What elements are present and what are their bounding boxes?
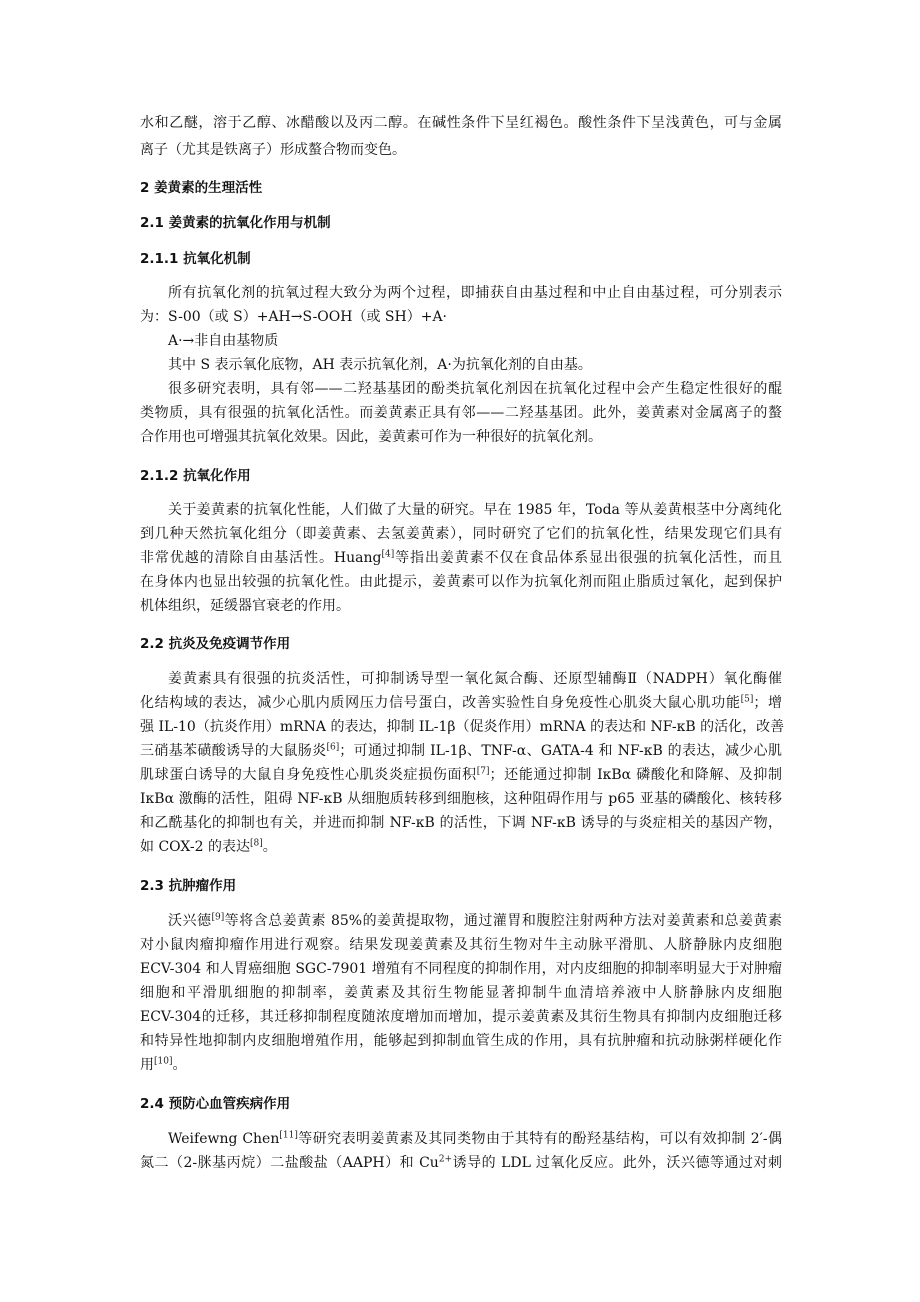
paragraph-antioxidant-line-1: 关于姜黄素的抗氧化性能，人们做了大量的研究。早在 1985 年，Toda 等从姜黄根茎中分离纯化 bbox=[168, 502, 782, 518]
paragraph-mechanism-line-3: A·→非自由基物质 bbox=[168, 333, 279, 349]
copper-ion-charge: 2+ bbox=[438, 1154, 453, 1165]
paragraph-inflammation-line-6: IκBα 激酶的活性，阻碍 NF-κB 从细胞质转移到细胞核，这种阻碍作用与 p65 亚基的磷酸化、核转移 bbox=[140, 791, 782, 807]
paragraph-tumor-line-2: 对小鼠肉瘤抑瘤作用进行观察。结果发现姜黄素及其衍生物对牛主动脉平滑肌、人脐静脉内皮细胞 bbox=[140, 937, 782, 953]
paragraph-antioxidant-line-2: 到几种天然抗氧化组分（即姜黄素、去氢姜黄素），同时研究了它们的抗氧化性，结果发现它们具有 bbox=[140, 526, 782, 542]
citation-10: [10] bbox=[154, 1056, 173, 1067]
citation-11: [11] bbox=[279, 1130, 298, 1141]
paragraph-inflammation-line-2: 化结构域的表达，减少心肌内质网压力信号蛋白，改善实验性自身免疫性心肌炎大鼠心肌功能[5]；增 bbox=[140, 694, 783, 711]
paragraph-cardio-line-1: Weifewng Chen[11]等研究表明姜黄素及其同类物由于其特有的酚羟基结构，可以有效抑制 2′-偶 bbox=[168, 1130, 782, 1147]
paragraph-tumor-line-7: 用[10]。 bbox=[140, 1056, 187, 1073]
paragraph-mechanism2-line-2: 类物质，具有很强的抗氧化活性。而姜黄素正具有邻——二羟基基团。此外，姜黄素对金属离子的螯 bbox=[140, 405, 782, 421]
paragraph-inflammation-line-5: 肌球蛋白诱导的大鼠自身免疫性心肌炎炎症损伤面积[7]；还能通过抑制 IκBα 磷酸化和降解、及抑制 bbox=[140, 766, 783, 783]
paragraph-mechanism2-line-3: 合作用也可增强其抗氧化效果。因此，姜黄素可作为一种很好的抗氧化剂。 bbox=[140, 429, 602, 445]
paragraph-inflammation-line-3: 强 IL-10（抗炎作用）mRNA 的表达，抑制 IL-1β（促炎作用）mRNA 的表达和 NF-κB 的活化，改善 bbox=[140, 719, 785, 735]
paragraph-inflammation-line-4: 三硝基苯磺酸诱导的大鼠肠炎[6]；可通过抑制 IL-1β、TNF-α、GATA-4 和 NF-κB 的表达，减少心肌 bbox=[140, 742, 783, 759]
paragraph-tumor-line-4: 细胞和平滑肌细胞的抑制率，姜黄素及其衍生物能显著抑制牛血清培养液中人脐静脉内皮细胞 bbox=[140, 985, 782, 1001]
section-heading-2-1: 2.1 姜黄素的抗氧化作用与机制 bbox=[140, 215, 331, 231]
section-heading-2-3: 2.3 抗肿瘤作用 bbox=[140, 878, 237, 894]
paragraph-antioxidant-line-3: 非常优越的清除自由基活性。Huang[4]等指出姜黄素不仅在食品体系显出很强的抗氧化活性，而且 bbox=[140, 549, 782, 566]
paragraph-mechanism-line-2: 为：S-00（或 S）+AH→S-OOH（或 SH）+A· bbox=[140, 309, 448, 325]
paragraph-inflammation-line-7: 和乙酰基化的抑制也有关，并进而抑制 NF-κB 的活性，下调 NF-κB 诱导的与炎症相关的基因产物， bbox=[140, 815, 782, 831]
section-heading-2-1-2: 2.1.2 抗氧化作用 bbox=[140, 468, 251, 484]
paragraph-antioxidant-line-5: 机体组织，延缓器官衰老的作用。 bbox=[140, 598, 350, 614]
citation-7: [7] bbox=[476, 766, 490, 777]
paragraph-tumor-line-5: ECV-304的迁移，其迁移抑制程度随浓度增加而增加，提示姜黄素及其衍生物具有抑制内皮细胞迁移 bbox=[140, 1009, 782, 1025]
paragraph-cardio-line-2: 氮二（2-脒基丙烷）二盐酸盐（AAPH）和 $Cu^{2+}$诱导的 LDL 过氧化反应。此外，沃兴德等通过对刺 bbox=[140, 1154, 783, 1171]
paragraph-tumor-line-1: 沃兴德[9]等将含总姜黄素 85%的姜黄提取物，通过灌胃和腹腔注射两种方法对姜黄素和总姜黄素 bbox=[168, 912, 783, 929]
paragraph-tumor-line-3: ECV-304 和人胃癌细胞 SGC-7901 增殖有不同程度的抑制作用，对内皮细胞的抑制率明显大于对肿瘤 bbox=[140, 961, 782, 977]
section-heading-2-1-1: 2.1.1 抗氧化机制 bbox=[140, 251, 251, 267]
paragraph-tumor-line-6: 和特异性地抑制内皮细胞增殖作用，能够起到抑制血管生成的作用，具有抗肿瘤和抗动脉粥样硬化作 bbox=[140, 1033, 782, 1049]
paragraph-antioxidant-line-4: 在身体内也显出较强的抗氧化性。由此提示，姜黄素可以作为抗氧化剂而阻止脂质过氧化，起到保护 bbox=[140, 574, 782, 590]
paragraph-mechanism2-line-1: 很多研究表明，具有邻——二羟基基团的酚类抗氧化剂因在抗氧化过程中会产生稳定性很好的醌 bbox=[168, 381, 782, 397]
section-heading-2-2: 2.2 抗炎及免疫调节作用 bbox=[140, 636, 291, 652]
paragraph-intro-line-2: 离子（尤其是铁离子）形成螯合物而变色。 bbox=[140, 142, 406, 158]
paragraph-mechanism-line-1: 所有抗氧化剂的抗氧过程大致分为两个过程，即捕获自由基过程和中止自由基过程，可分别表示 bbox=[168, 285, 782, 301]
citation-8: [8] bbox=[249, 838, 263, 849]
paragraph-intro-line-1: 水和乙醚，溶于乙醇、冰醋酸以及丙二醇。在碱性条件下呈红褐色。酸性条件下呈浅黄色，可与金属 bbox=[140, 115, 782, 131]
citation-9: [9] bbox=[211, 912, 225, 923]
section-heading-2-4: 2.4 预防心血管疾病作用 bbox=[140, 1096, 291, 1112]
citation-6: [6] bbox=[326, 742, 340, 753]
paragraph-inflammation-line-1: 姜黄素具有很强的抗炎活性，可抑制诱导型一氧化氮合酶、还原型辅酶Ⅱ（NADPH）氧化酶催 bbox=[168, 671, 782, 687]
paragraph-inflammation-line-8: 如 COX-2 的表达[8]。 bbox=[140, 838, 277, 855]
citation-4: [4] bbox=[381, 549, 395, 560]
paragraph-mechanism-line-4: 其中 S 表示氧化底物，AH 表示抗氧化剂，A·为抗氧化剂的自由基。 bbox=[168, 357, 592, 373]
citation-5: [5] bbox=[740, 694, 754, 705]
section-heading-2: 2 姜黄素的生理活性 bbox=[140, 180, 263, 196]
